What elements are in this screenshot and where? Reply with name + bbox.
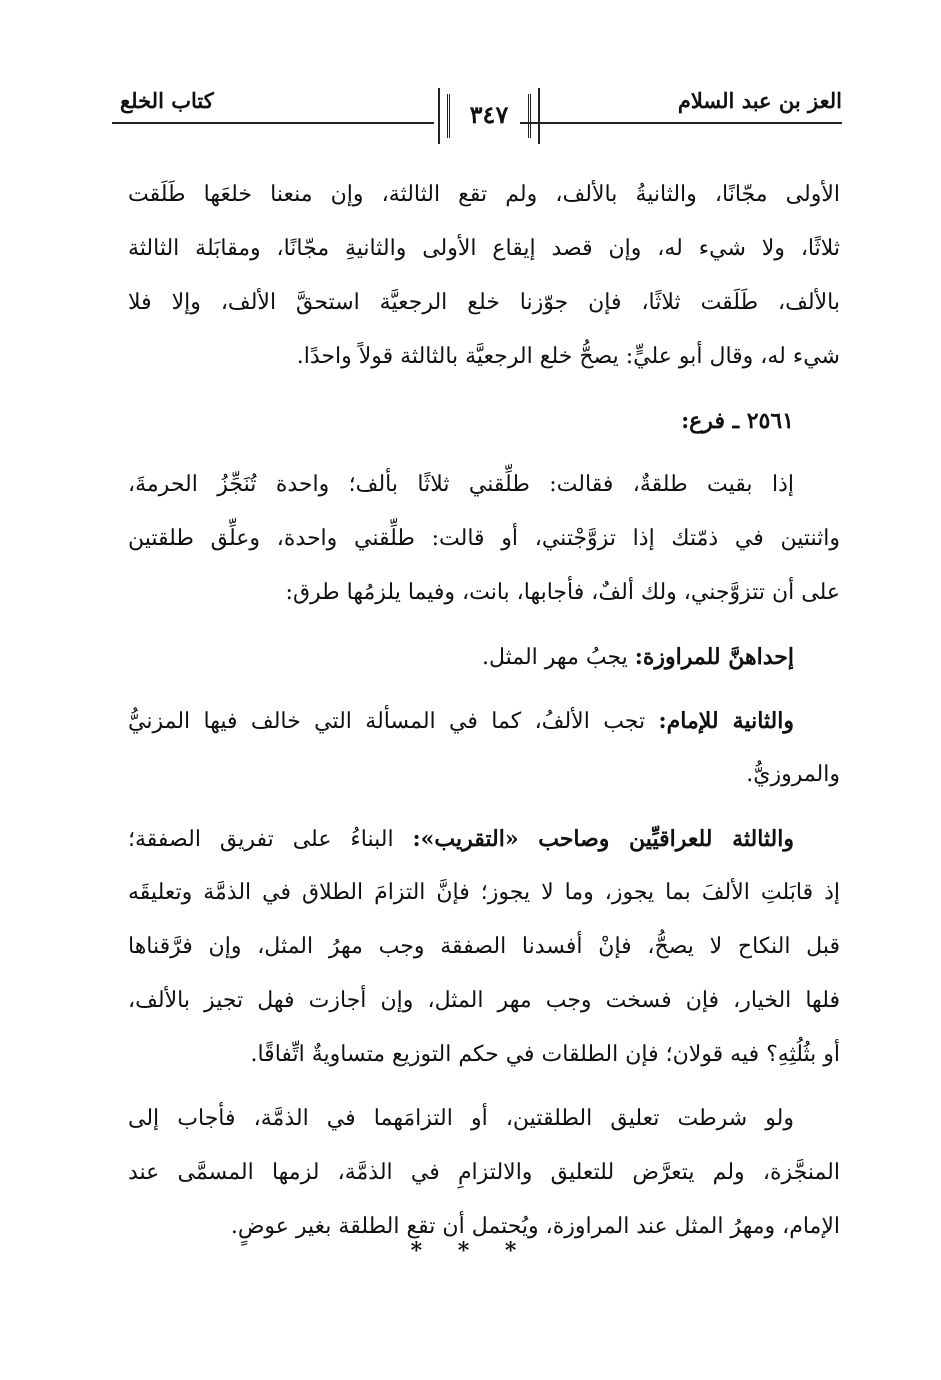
text-line: بالألف، طَلَقت ثلاثًا، فإن جوّزنا خلع الرجعيَّة استحقَّ الألف، وإلا فلا	[128, 290, 840, 315]
paragraph-2	[128, 458, 840, 620]
text-line: قبل النكاح لا يصحُّ، فإنْ أفسدنا الصفقة وجب مهرُ المثل، وإن فرَّقناها	[128, 934, 840, 959]
point-text: البناءُ على تفريق الصفقة؛	[128, 827, 413, 852]
paragraph-1	[128, 168, 840, 384]
point-label: والثالثة للعراقيِّين وصاحب «التقريب»:	[412, 826, 794, 852]
point-text: يجبُ مهر المثل.	[481, 645, 635, 670]
text-line: ولو شرطت تعليق الطلقتين، أو التزامَهما في الذمَّة، فأجاب إلى	[128, 1106, 794, 1131]
paragraph-5	[128, 812, 840, 1082]
point-text: تجب الألفُ، كما في المسألة التي خالف فيها المزنيُّ	[128, 709, 659, 734]
point-label: إحداهنَّ للمراوزة:	[634, 644, 794, 670]
paragraph-4	[128, 694, 840, 802]
text-line: أو بثُلُثِهِ؟ فيه قولان؛ فإن الطلقات في حكم التوزيع متساويةٌ اتِّفاقًا.	[250, 1042, 840, 1067]
header-rule-left	[112, 122, 434, 124]
page-body	[128, 168, 840, 1254]
text-line	[128, 694, 840, 748]
page-number: ٣٤٧	[469, 100, 509, 129]
section-separator: * * *	[410, 1238, 531, 1264]
text-line: شيء له، وقال أبو عليٍّ: يصحُّ خلع الرجعيَّة بالثالثة قولاً واحدًا.	[296, 344, 840, 369]
page-header	[112, 88, 842, 138]
header-rule-right	[520, 122, 842, 124]
text-line: إذ قابَلتِ الألفَ بما يجوز، وما لا يجوز؛ فإنَّ التزامَ الطلاق في الذمَّة وتعليقَه	[128, 880, 840, 905]
text-line: الأولى مجّانًا، والثانيةُ بالألف، ولم تقع الثالثة، وإن منعنا خلعَها طَلَقت	[128, 182, 840, 207]
paragraph-3	[128, 630, 840, 684]
text-line	[128, 630, 840, 684]
text-line: فلها الخيار، فإن فسخت وجب مهر المثل، وإن أجازت فهل تجيز بالألف،	[128, 988, 840, 1013]
header-author: العز بن عبد السلام	[677, 88, 842, 113]
page-number-frame	[447, 94, 531, 138]
text-line: والمروزيُّ.	[746, 762, 840, 787]
text-line: إذا بقيت طلقةٌ، فقالت: طلِّقني ثلاثًا بألف؛ واحدة تُنَجِّزُ الحرمةَ،	[128, 472, 794, 497]
text-line: الإمام، ومهرُ المثل عند المراوزة، ويُحتمل أن تقع الطلقة بغير عوضٍ.	[230, 1214, 840, 1239]
text-line: على أن تتزوَّجني، ولك ألفٌ، فأجابها، بانت، وفيما يلزمُها طرق:	[285, 580, 840, 605]
text-line: واثنتين في ذمّتك إذا تزوَّجْتني، أو قالت: طلِّقني واحدة، وعلِّق طلقتين	[128, 526, 840, 551]
text-line	[128, 812, 840, 866]
section-heading: ٢٥٦١ ـ فرع:	[681, 408, 794, 434]
point-label: والثانية للإمام:	[658, 708, 794, 734]
paragraph-6	[128, 1092, 840, 1254]
text-line: المنجَّزة، ولم يتعرَّض للتعليق والالتزامِ في الذمَّة، لزمها المسمَّى عند	[128, 1160, 840, 1185]
text-line: ثلاثًا، ولا شيء له، وإن قصد إيقاع الأولى والثانيةِ مجّانًا، ومقابَلة الثالثة	[128, 236, 840, 261]
header-chapter-title: كتاب الخلع	[120, 88, 214, 113]
